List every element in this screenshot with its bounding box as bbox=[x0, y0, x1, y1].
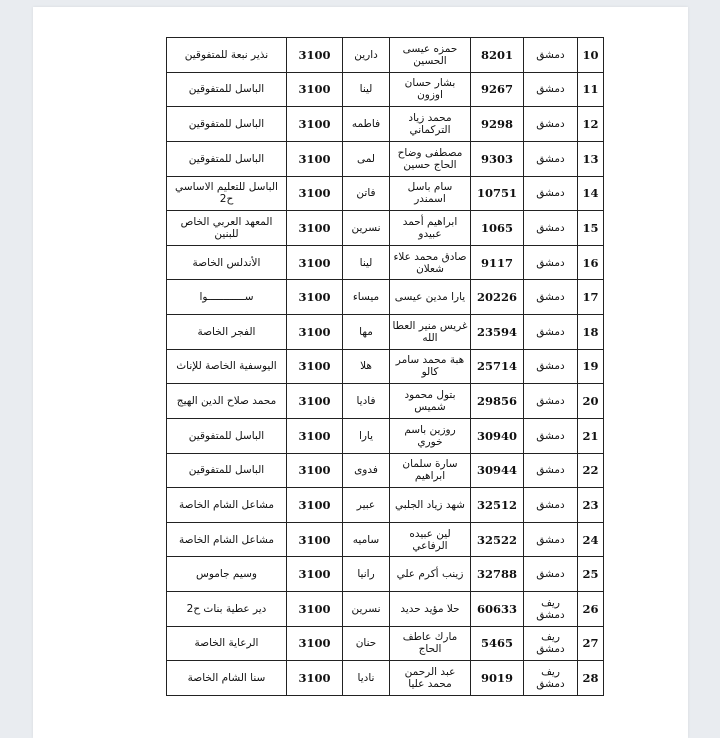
row-number: 24 bbox=[578, 522, 604, 557]
governorate-cell: دمشق bbox=[524, 522, 578, 557]
row-number: 22 bbox=[578, 453, 604, 488]
student-name-cell: زينب أكرم علي bbox=[390, 557, 471, 592]
governorate-cell: ريف دمشق bbox=[524, 592, 578, 627]
row-number: 16 bbox=[578, 245, 604, 280]
score-cell: 3100 bbox=[287, 488, 343, 523]
mother-name-cell: فاديا bbox=[343, 384, 390, 419]
id-number-cell: 60633 bbox=[471, 592, 524, 627]
score-cell: 3100 bbox=[287, 315, 343, 350]
row-number: 11 bbox=[578, 72, 604, 107]
score-cell: 3100 bbox=[287, 349, 343, 384]
id-number-cell: 32512 bbox=[471, 488, 524, 523]
governorate-cell: دمشق bbox=[524, 38, 578, 73]
school-cell: الباسل للمتفوقين bbox=[167, 141, 287, 176]
table-row bbox=[167, 592, 604, 627]
governorate-cell: دمشق bbox=[524, 245, 578, 280]
id-number-cell: 5465 bbox=[471, 626, 524, 661]
mother-name-cell: يارا bbox=[343, 418, 390, 453]
school-cell: المعهد العربي الخاص للبنين bbox=[167, 211, 287, 246]
row-number: 17 bbox=[578, 280, 604, 315]
governorate-cell: ريف دمشق bbox=[524, 626, 578, 661]
student-name-cell: سارة سلمان ابراهيم bbox=[390, 453, 471, 488]
mother-name-cell: لينا bbox=[343, 245, 390, 280]
id-number-cell: 9303 bbox=[471, 141, 524, 176]
table-row bbox=[167, 107, 604, 142]
student-name-cell: مصطفى وضاح الحاج حسين bbox=[390, 141, 471, 176]
score-cell: 3100 bbox=[287, 557, 343, 592]
id-number-cell: 9019 bbox=[471, 661, 524, 696]
row-number: 19 bbox=[578, 349, 604, 384]
table-row bbox=[167, 557, 604, 592]
student-name-cell: ابراهيم أحمد عبيدو bbox=[390, 211, 471, 246]
student-name-cell: لين عبيده الرفاعي bbox=[390, 522, 471, 557]
score-cell: 3100 bbox=[287, 176, 343, 211]
mother-name-cell: ناديا bbox=[343, 661, 390, 696]
id-number-cell: 9117 bbox=[471, 245, 524, 280]
student-name-cell: هبة محمد سامر كالو bbox=[390, 349, 471, 384]
mother-name-cell: لينا bbox=[343, 72, 390, 107]
student-name-cell: حمزه عيسى الحسين bbox=[390, 38, 471, 73]
governorate-cell: دمشق bbox=[524, 141, 578, 176]
governorate-cell: دمشق bbox=[524, 107, 578, 142]
score-cell: 3100 bbox=[287, 418, 343, 453]
table-row bbox=[167, 176, 604, 211]
governorate-cell: دمشق bbox=[524, 418, 578, 453]
score-cell: 3100 bbox=[287, 280, 343, 315]
row-number: 14 bbox=[578, 176, 604, 211]
results-table bbox=[166, 37, 604, 696]
governorate-cell: دمشق bbox=[524, 280, 578, 315]
student-name-cell: عبد الرحمن محمد عليا bbox=[390, 661, 471, 696]
table-row bbox=[167, 418, 604, 453]
score-cell: 3100 bbox=[287, 107, 343, 142]
school-cell: الفجر الخاصة bbox=[167, 315, 287, 350]
table-row bbox=[167, 211, 604, 246]
id-number-cell: 30944 bbox=[471, 453, 524, 488]
school-cell: مشاعل الشام الخاصة bbox=[167, 522, 287, 557]
id-number-cell: 9267 bbox=[471, 72, 524, 107]
id-number-cell: 30940 bbox=[471, 418, 524, 453]
table-row bbox=[167, 384, 604, 419]
score-cell: 3100 bbox=[287, 72, 343, 107]
mother-name-cell: عبير bbox=[343, 488, 390, 523]
row-number: 23 bbox=[578, 488, 604, 523]
document-page bbox=[33, 7, 688, 738]
governorate-cell: دمشق bbox=[524, 315, 578, 350]
score-cell: 3100 bbox=[287, 245, 343, 280]
school-cell: دير عطية بنات ح2 bbox=[167, 592, 287, 627]
student-name-cell: يارا مدين عيسى bbox=[390, 280, 471, 315]
score-cell: 3100 bbox=[287, 661, 343, 696]
row-number: 28 bbox=[578, 661, 604, 696]
row-number: 13 bbox=[578, 141, 604, 176]
mother-name-cell: لمى bbox=[343, 141, 390, 176]
table-row bbox=[167, 522, 604, 557]
row-number: 10 bbox=[578, 38, 604, 73]
score-cell: 3100 bbox=[287, 211, 343, 246]
student-name-cell: غريس منير العطا الله bbox=[390, 315, 471, 350]
id-number-cell: 20226 bbox=[471, 280, 524, 315]
table-row bbox=[167, 453, 604, 488]
governorate-cell: دمشق bbox=[524, 211, 578, 246]
school-cell: نذير نبعة للمتفوقين bbox=[167, 38, 287, 73]
table-row bbox=[167, 141, 604, 176]
row-number: 20 bbox=[578, 384, 604, 419]
id-number-cell: 32522 bbox=[471, 522, 524, 557]
governorate-cell: دمشق bbox=[524, 557, 578, 592]
score-cell: 3100 bbox=[287, 626, 343, 661]
mother-name-cell: هلا bbox=[343, 349, 390, 384]
mother-name-cell: حنان bbox=[343, 626, 390, 661]
id-number-cell: 23594 bbox=[471, 315, 524, 350]
governorate-cell: دمشق bbox=[524, 488, 578, 523]
table-row bbox=[167, 72, 604, 107]
mother-name-cell: رانيا bbox=[343, 557, 390, 592]
table-row bbox=[167, 661, 604, 696]
mother-name-cell: فدوى bbox=[343, 453, 390, 488]
id-number-cell: 29856 bbox=[471, 384, 524, 419]
school-cell: الباسل للمتفوقين bbox=[167, 107, 287, 142]
student-name-cell: بتول محمود شميس bbox=[390, 384, 471, 419]
id-number-cell: 25714 bbox=[471, 349, 524, 384]
row-number: 15 bbox=[578, 211, 604, 246]
student-name-cell: محمد زياد التركماني bbox=[390, 107, 471, 142]
governorate-cell: دمشق bbox=[524, 72, 578, 107]
table-row bbox=[167, 38, 604, 73]
score-cell: 3100 bbox=[287, 592, 343, 627]
school-cell: ســــــــــــوا bbox=[167, 280, 287, 315]
school-cell: سنا الشام الخاصة bbox=[167, 661, 287, 696]
table-row bbox=[167, 315, 604, 350]
mother-name-cell: ميساء bbox=[343, 280, 390, 315]
school-cell: وسيم جاموس bbox=[167, 557, 287, 592]
student-name-cell: شهد زياد الجلبي bbox=[390, 488, 471, 523]
school-cell: الرعاية الخاصة bbox=[167, 626, 287, 661]
school-cell: مشاعل الشام الخاصة bbox=[167, 488, 287, 523]
id-number-cell: 8201 bbox=[471, 38, 524, 73]
school-cell: الباسل للمتفوقين bbox=[167, 418, 287, 453]
student-name-cell: روزين باسم خوري bbox=[390, 418, 471, 453]
governorate-cell: دمشق bbox=[524, 176, 578, 211]
governorate-cell: ريف دمشق bbox=[524, 661, 578, 696]
id-number-cell: 9298 bbox=[471, 107, 524, 142]
table-body bbox=[167, 38, 604, 696]
student-name-cell: مارك عاطف الحاج bbox=[390, 626, 471, 661]
mother-name-cell: ساميه bbox=[343, 522, 390, 557]
score-cell: 3100 bbox=[287, 453, 343, 488]
school-cell: الباسل للمتفوقين bbox=[167, 72, 287, 107]
table-row bbox=[167, 626, 604, 661]
mother-name-cell: فاتن bbox=[343, 176, 390, 211]
row-number: 25 bbox=[578, 557, 604, 592]
table-row bbox=[167, 488, 604, 523]
score-cell: 3100 bbox=[287, 522, 343, 557]
school-cell: محمد صلاح الدين الهيج bbox=[167, 384, 287, 419]
id-number-cell: 32788 bbox=[471, 557, 524, 592]
mother-name-cell: نسرين bbox=[343, 211, 390, 246]
table-row bbox=[167, 349, 604, 384]
row-number: 18 bbox=[578, 315, 604, 350]
row-number: 26 bbox=[578, 592, 604, 627]
governorate-cell: دمشق bbox=[524, 349, 578, 384]
row-number: 27 bbox=[578, 626, 604, 661]
student-name-cell: صادق محمد علاء شعلان bbox=[390, 245, 471, 280]
row-number: 12 bbox=[578, 107, 604, 142]
table-row bbox=[167, 245, 604, 280]
row-number: 21 bbox=[578, 418, 604, 453]
student-name-cell: حلا مؤيد حديد bbox=[390, 592, 471, 627]
score-cell: 3100 bbox=[287, 38, 343, 73]
student-name-cell: سام باسل اسمندر bbox=[390, 176, 471, 211]
school-cell: الباسل للتعليم الاساسي ح2 bbox=[167, 176, 287, 211]
governorate-cell: دمشق bbox=[524, 453, 578, 488]
mother-name-cell: مها bbox=[343, 315, 390, 350]
mother-name-cell: نسرين bbox=[343, 592, 390, 627]
governorate-cell: دمشق bbox=[524, 384, 578, 419]
school-cell: الباسل للمتفوقين bbox=[167, 453, 287, 488]
score-cell: 3100 bbox=[287, 141, 343, 176]
id-number-cell: 1065 bbox=[471, 211, 524, 246]
mother-name-cell: فاطمه bbox=[343, 107, 390, 142]
id-number-cell: 10751 bbox=[471, 176, 524, 211]
score-cell: 3100 bbox=[287, 384, 343, 419]
table-row bbox=[167, 280, 604, 315]
school-cell: اليوسفية الخاصة للإناث bbox=[167, 349, 287, 384]
student-name-cell: بشار حسان اوزون bbox=[390, 72, 471, 107]
school-cell: الأندلس الخاصة bbox=[167, 245, 287, 280]
mother-name-cell: دارين bbox=[343, 38, 390, 73]
